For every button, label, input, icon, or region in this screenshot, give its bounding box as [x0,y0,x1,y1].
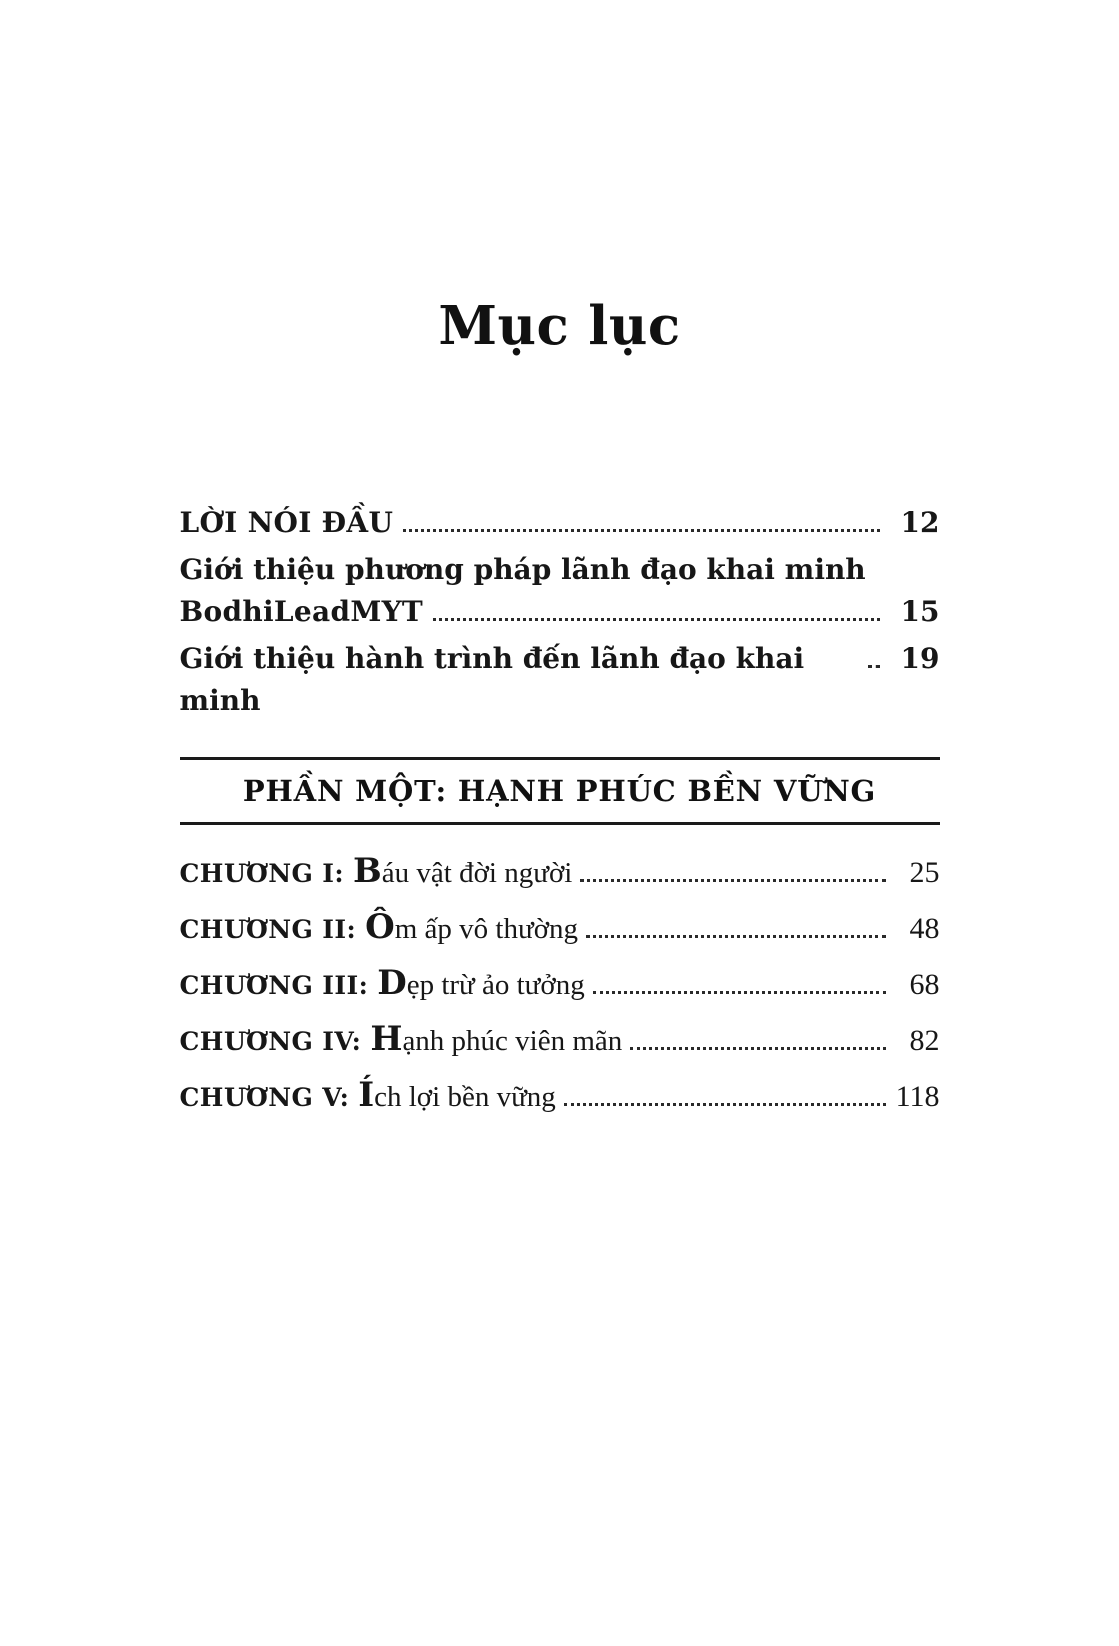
toc-entry-page: 12 [900,506,940,539]
chapter-page: 68 [909,967,940,1001]
toc-body [180,357,940,1115]
chapter-label: CHƯƠNG I: [179,858,345,888]
dot-leader [433,617,879,621]
part-title: PHẦN MỘT: HẠNH PHÚC BỀN VỮNG [242,773,877,808]
page-title: Mục lục [438,295,681,357]
toc-entry-label-continued: BodhiLeadMYT [179,595,424,629]
toc-chapter-2[interactable] [180,907,940,947]
chapter-title [365,907,578,947]
chapter-initial: B [353,850,382,891]
dot-leader [580,878,885,882]
chapter-initial: D [377,962,407,1003]
chapter-page: 118 [895,1079,940,1113]
chapter-title-rest: áu vật đời người [381,856,573,889]
dot-leader [593,990,886,994]
toc-chapter-3[interactable] [180,963,940,1003]
chapter-initial: Í [358,1074,375,1115]
chapter-title [358,1075,556,1115]
chapter-label: CHƯƠNG IV: [179,1026,362,1056]
dot-leader [868,664,880,668]
chapter-title [377,963,585,1003]
chapter-label: CHƯƠNG V: [179,1082,350,1112]
chapter-title [353,851,572,891]
dot-leader [403,528,879,532]
toc-chapter-1[interactable] [180,851,940,891]
dot-leader [630,1046,885,1050]
chapter-title-rest: m ấp vô thường [394,912,579,945]
chapter-label: CHƯƠNG III: [179,970,369,1000]
toc-entry-label: LỜI NÓI ĐẦU [179,506,394,539]
toc-entry-bodhileadmyt[interactable] [180,549,940,634]
part-heading [180,757,940,825]
chapter-page: 25 [909,855,940,889]
toc-entry-label: Giới thiệu phương pháp lãnh đạo khai minh [179,552,866,586]
chapter-initial: H [370,1018,403,1059]
toc-entry-journey[interactable] [180,638,940,723]
toc-entry-page: 15 [900,595,940,629]
toc-entry-label: Giới thiệu hành trình đến lãnh đạo khai minh [179,641,814,718]
toc-chapter-4[interactable] [180,1019,940,1059]
chapter-page: 48 [909,911,940,945]
dot-leader [586,934,885,938]
toc-entry-preface[interactable] [180,502,940,545]
chapter-title [370,1019,622,1059]
chapter-title-rest: ạnh phúc viên mãn [402,1024,623,1057]
chapter-title-rest: ẹp trừ ảo tưởng [406,968,585,1001]
toc-chapter-5[interactable] [180,1075,940,1115]
chapter-initial: Ô [365,906,395,947]
chapter-title-rest: ch lợi bền vững [374,1080,556,1113]
chapter-page: 82 [909,1023,940,1057]
dot-leader [564,1102,886,1106]
toc-entry-page: 19 [900,641,940,675]
chapter-label: CHƯƠNG II: [179,914,357,944]
